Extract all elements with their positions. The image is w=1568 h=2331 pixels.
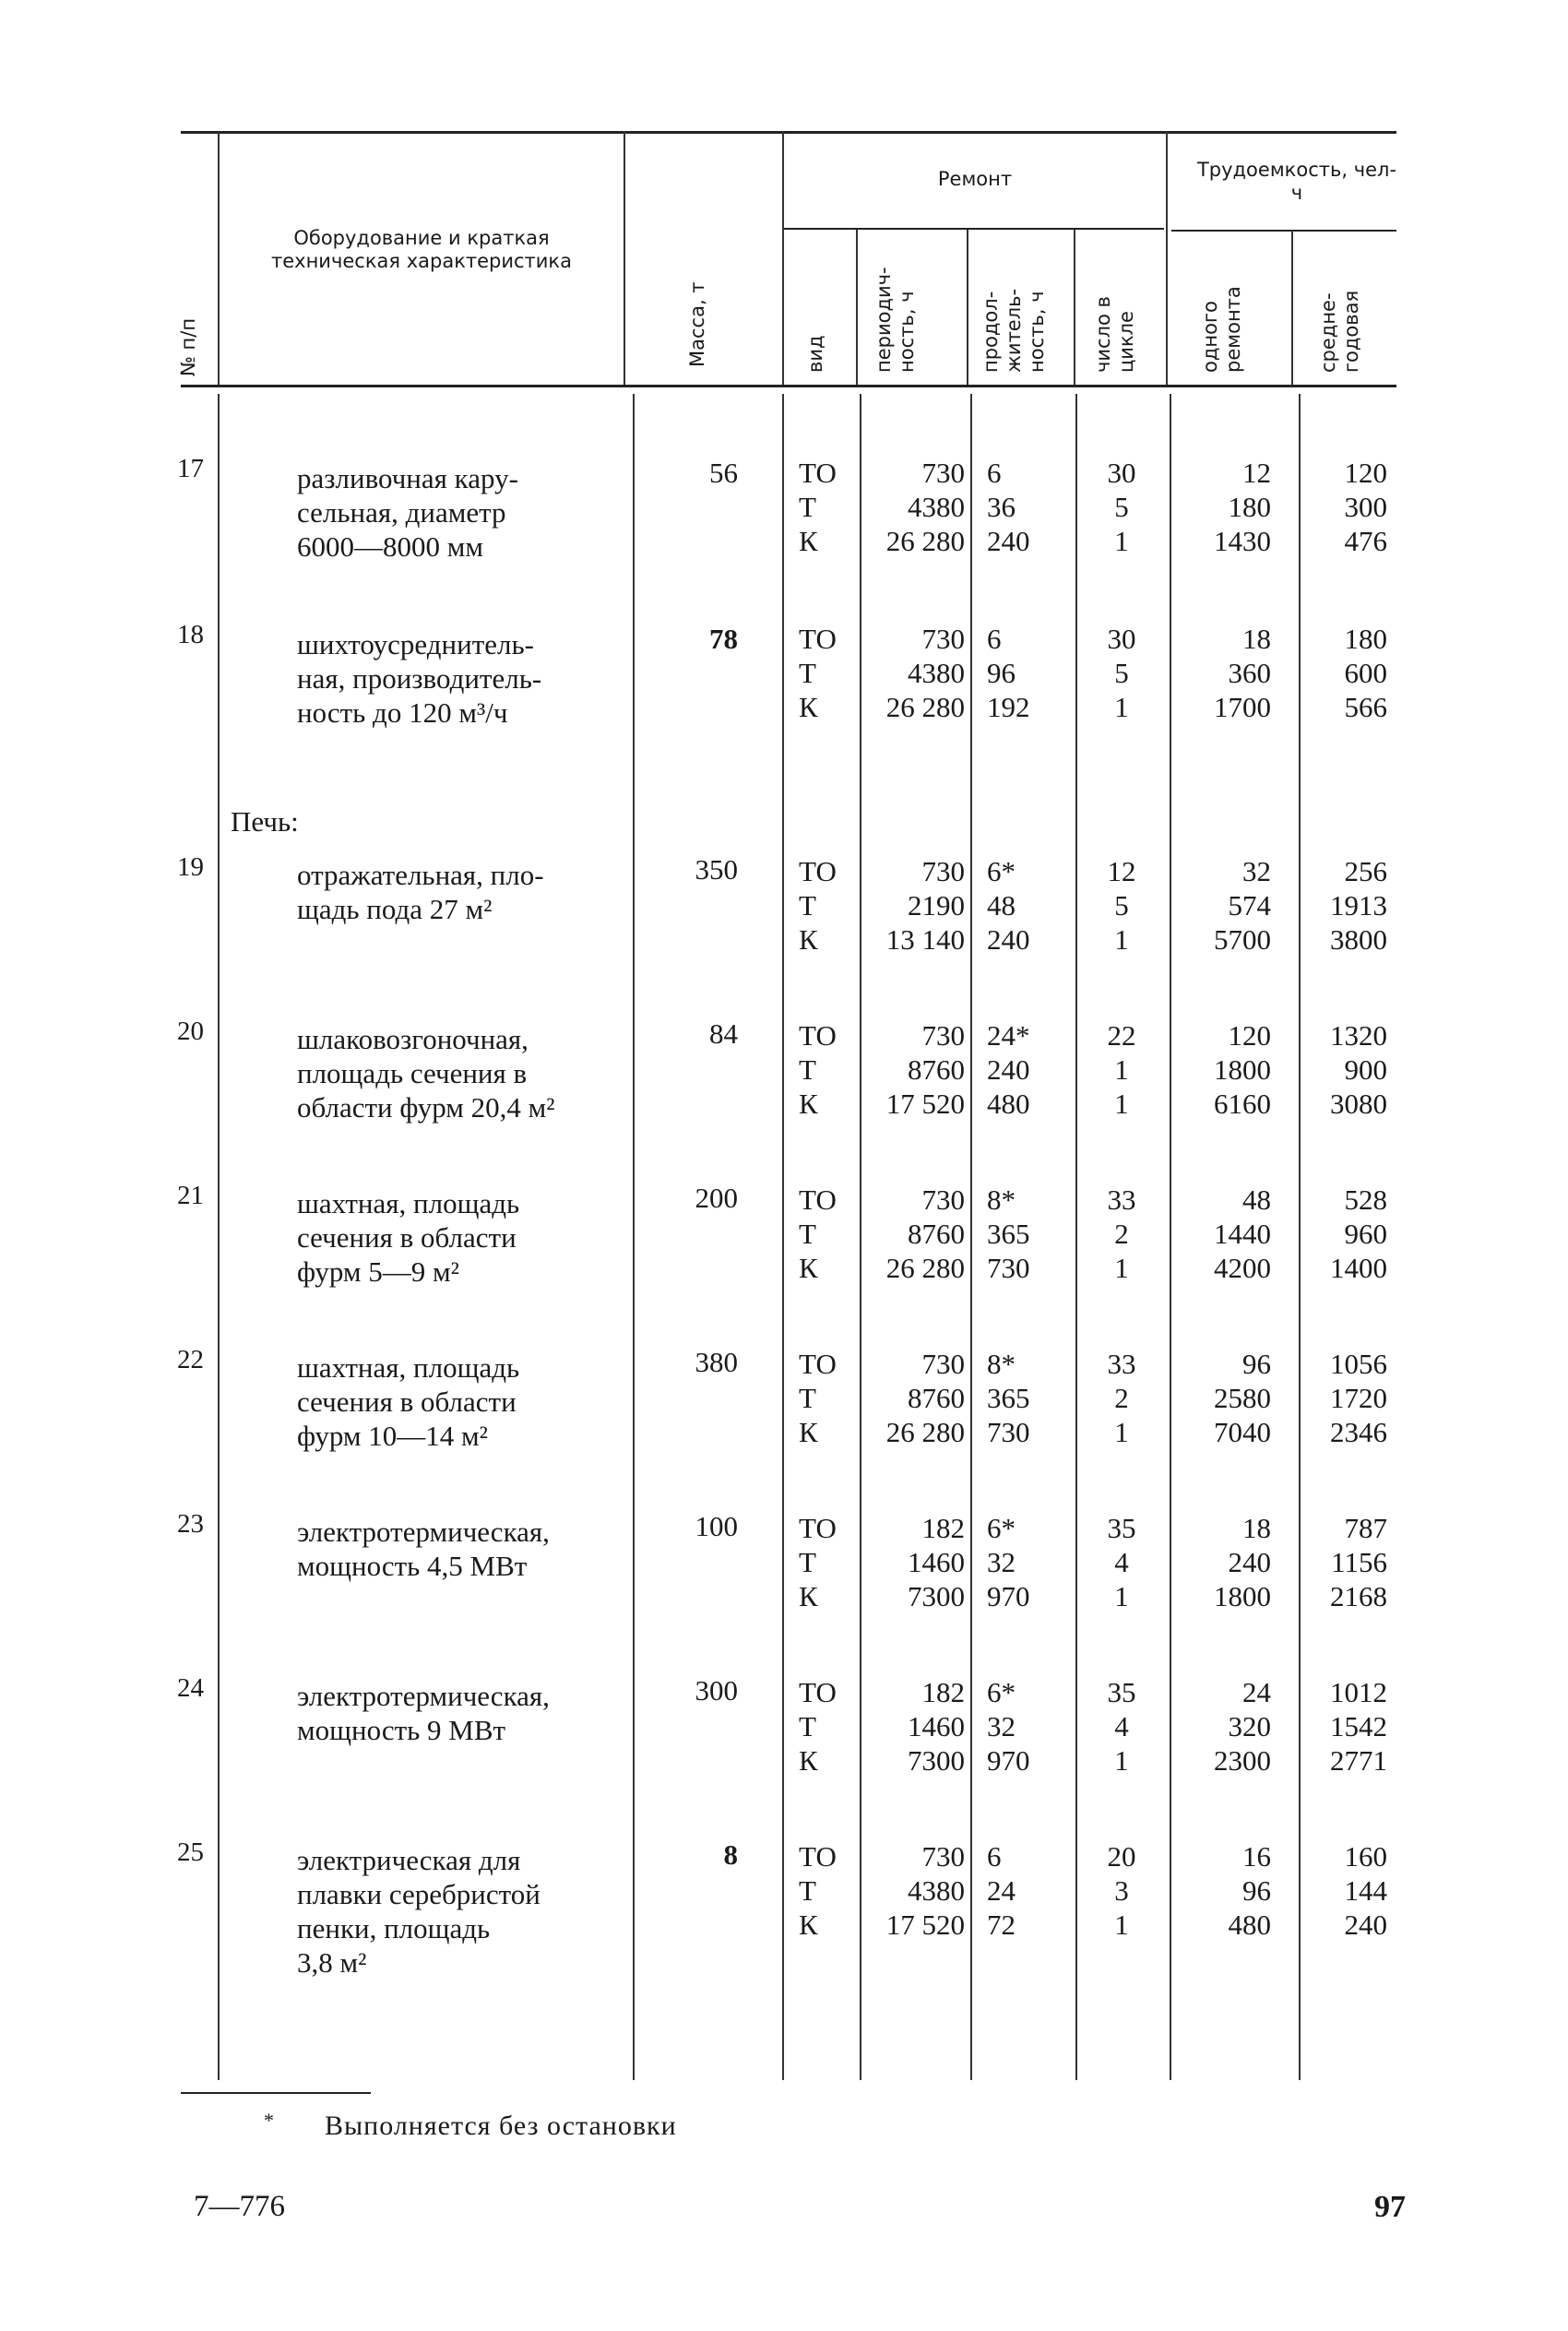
row-22-desc: шахтная, площадь сечения в области фурм 10—14 м²: [297, 1351, 520, 1452]
col-rule-2: [624, 131, 625, 385]
row-21-labor-one: 48 1440 4200: [1214, 1183, 1271, 1284]
row-25-labor-avg: 160 144 240: [1344, 1840, 1387, 1941]
body-rule-5: [970, 394, 972, 2080]
row-20-duration: 24* 240 480: [987, 1019, 1030, 1120]
row-18-kind: ТО Т К: [799, 623, 837, 723]
row-17-count: 30 5 1: [1107, 457, 1136, 557]
row-20-mass: 84: [709, 1017, 738, 1050]
body-rule-4: [860, 394, 861, 2080]
body-rule-7: [1170, 394, 1171, 2080]
row-23-no: 23: [177, 1509, 204, 1539]
row-25-labor-one: 16 96 480: [1228, 1840, 1271, 1941]
row-24-kind: ТО Т К: [799, 1676, 837, 1777]
row-23-labor-one: 18 240 1800: [1214, 1512, 1271, 1612]
header-count: число в цикле: [1092, 296, 1137, 373]
row-25-desc: электрическая для плавки серебристой пенки, площадь 3,8 м²: [297, 1844, 540, 1979]
row-17-kind: ТО Т К: [799, 457, 837, 557]
header-no: № п/п: [177, 317, 199, 376]
header-repair-group: Ремонт: [937, 168, 1013, 190]
row-22-labor-avg: 1056 1720 2346: [1330, 1348, 1387, 1448]
row-23-count: 35 4 1: [1107, 1512, 1136, 1612]
labor-group-rule: [1171, 230, 1396, 232]
row-22-duration: 8* 365 730: [987, 1348, 1030, 1448]
row-17-desc: разливочная кару- сельная, диаметр 6000—8000 мм: [297, 462, 518, 563]
header-labor-one: одного ремонта: [1199, 286, 1244, 373]
header-bottom-rule: [181, 385, 1396, 387]
row-17-labor-one: 12 180 1430: [1214, 457, 1271, 557]
row-19-period: 730 2190 13 140: [885, 855, 965, 956]
row-18-period: 730 4380 26 280: [885, 623, 965, 723]
row-19-duration: 6* 48 240: [987, 855, 1030, 956]
row-18-labor-avg: 180 600 566: [1344, 623, 1387, 723]
repair-group-rule: [784, 228, 1164, 230]
row-17-labor-avg: 120 300 476: [1344, 457, 1387, 557]
row-17-duration: 6 36 240: [987, 457, 1030, 557]
row-24-duration: 6* 32 970: [987, 1676, 1030, 1777]
row-23-kind: ТО Т К: [799, 1512, 837, 1612]
body-rule-3: [782, 394, 784, 2080]
row-23-duration: 6* 32 970: [987, 1512, 1030, 1612]
row-21-period: 730 8760 26 280: [885, 1183, 965, 1284]
body-rule-2: [633, 394, 635, 2080]
col-rule-1: [218, 131, 220, 385]
row-25-duration: 6 24 72: [987, 1840, 1016, 1941]
row-18-desc: шихтоусреднитель- ная, производитель- ность до 120 м³/ч: [297, 628, 542, 729]
row-22-period: 730 8760 26 280: [885, 1348, 965, 1448]
row-19-kind: ТО Т К: [799, 855, 837, 956]
row-25-period: 730 4380 17 520: [885, 1840, 965, 1941]
row-25-kind: ТО Т К: [799, 1840, 837, 1941]
row-21-mass: 200: [695, 1182, 738, 1214]
row-20-labor-one: 120 1800 6160: [1214, 1019, 1271, 1120]
header-labor-group: Трудоемкость, чел-ч: [1196, 159, 1397, 204]
row-24-labor-one: 24 320 2300: [1214, 1676, 1271, 1777]
row-22-kind: ТО Т К: [799, 1348, 837, 1448]
row-23-period: 182 1460 7300: [908, 1512, 965, 1612]
row-23-labor-avg: 787 1156 2168: [1330, 1512, 1387, 1612]
footnote-text: Выполняется без остановки: [325, 2111, 677, 2141]
row-18-no: 18: [177, 620, 204, 649]
col-rule-8: [1291, 230, 1293, 385]
row-23-desc: электротермическая, мощность 4,5 МВт: [297, 1516, 550, 1582]
col-rule-7: [1166, 131, 1168, 385]
row-25-mass: 8: [723, 1838, 738, 1871]
row-25-no: 25: [177, 1837, 204, 1867]
header-mass: Масса, т: [686, 281, 708, 367]
row-19-mass: 350: [695, 853, 738, 886]
row-20-kind: ТО Т К: [799, 1019, 837, 1120]
body-rule-1: [218, 394, 220, 2080]
row-21-kind: ТО Т К: [799, 1183, 837, 1284]
row-24-desc: электротермическая, мощность 9 МВт: [297, 1680, 550, 1746]
row-19-labor-avg: 256 1913 3800: [1330, 855, 1387, 956]
row-17-no: 17: [177, 454, 204, 483]
footnote-rule: [181, 2092, 371, 2094]
row-17-period: 730 4380 26 280: [885, 457, 965, 557]
row-25-count: 20 3 1: [1107, 1840, 1136, 1941]
row-21-no: 21: [177, 1181, 204, 1210]
footnote-mark: *: [264, 2109, 274, 2132]
row-18-labor-one: 18 360 1700: [1214, 623, 1271, 723]
row-19-desc: отражательная, пло- щадь пода 27 м²: [297, 859, 544, 925]
col-rule-5: [967, 230, 968, 385]
row-21-count: 33 2 1: [1107, 1183, 1136, 1284]
row-20-labor-avg: 1320 900 3080: [1330, 1019, 1387, 1120]
row-18-count: 30 5 1: [1107, 623, 1136, 723]
row-18-mass: 78: [709, 623, 738, 655]
header-equipment: Оборудование и краткая техническая характеристика: [271, 227, 572, 272]
row-20-count: 22 1 1: [1107, 1019, 1136, 1120]
col-rule-4: [856, 230, 858, 385]
row-21-desc: шахтная, площадь сечения в области фурм 5—9 м²: [297, 1187, 520, 1288]
row-18-duration: 6 96 192: [987, 623, 1030, 723]
row-20-no: 20: [177, 1017, 204, 1046]
header-duration: продол-житель-ность, ч: [980, 288, 1048, 373]
row-22-labor-one: 96 2580 7040: [1214, 1348, 1271, 1448]
row-24-mass: 300: [695, 1674, 738, 1707]
row-21-labor-avg: 528 960 1400: [1330, 1183, 1387, 1284]
row-20-period: 730 8760 17 520: [885, 1019, 965, 1120]
row-23-mass: 100: [695, 1510, 738, 1542]
page-number: 97: [1374, 2190, 1406, 2224]
row-24-period: 182 1460 7300: [908, 1676, 965, 1777]
row-17-mass: 56: [709, 457, 738, 489]
row-19-no: 19: [177, 852, 204, 882]
header-period: периодич-ность, ч: [873, 267, 918, 373]
row-21-duration: 8* 365 730: [987, 1183, 1030, 1284]
col-rule-6: [1074, 230, 1075, 385]
row-24-count: 35 4 1: [1107, 1676, 1136, 1777]
table-top-rule: [181, 131, 1396, 134]
row-22-mass: 380: [695, 1346, 738, 1378]
row-19-count: 12 5 1: [1107, 855, 1136, 956]
row-22-count: 33 2 1: [1107, 1348, 1136, 1448]
row-24-labor-avg: 1012 1542 2771: [1330, 1676, 1387, 1777]
row-19-labor-one: 32 574 5700: [1214, 855, 1271, 956]
row-24-no: 24: [177, 1673, 204, 1703]
header-kind: вид: [804, 335, 826, 373]
row-20-desc: шлаковозгоночная, площадь сечения в области фурм 20,4 м²: [297, 1023, 555, 1124]
row-22-no: 22: [177, 1345, 204, 1374]
body-rule-6: [1075, 394, 1077, 2080]
header-labor-avg: средне-годовая: [1317, 290, 1362, 373]
footer-code: 7—776: [194, 2190, 285, 2223]
group-label-furnace: Печь:: [231, 805, 299, 838]
